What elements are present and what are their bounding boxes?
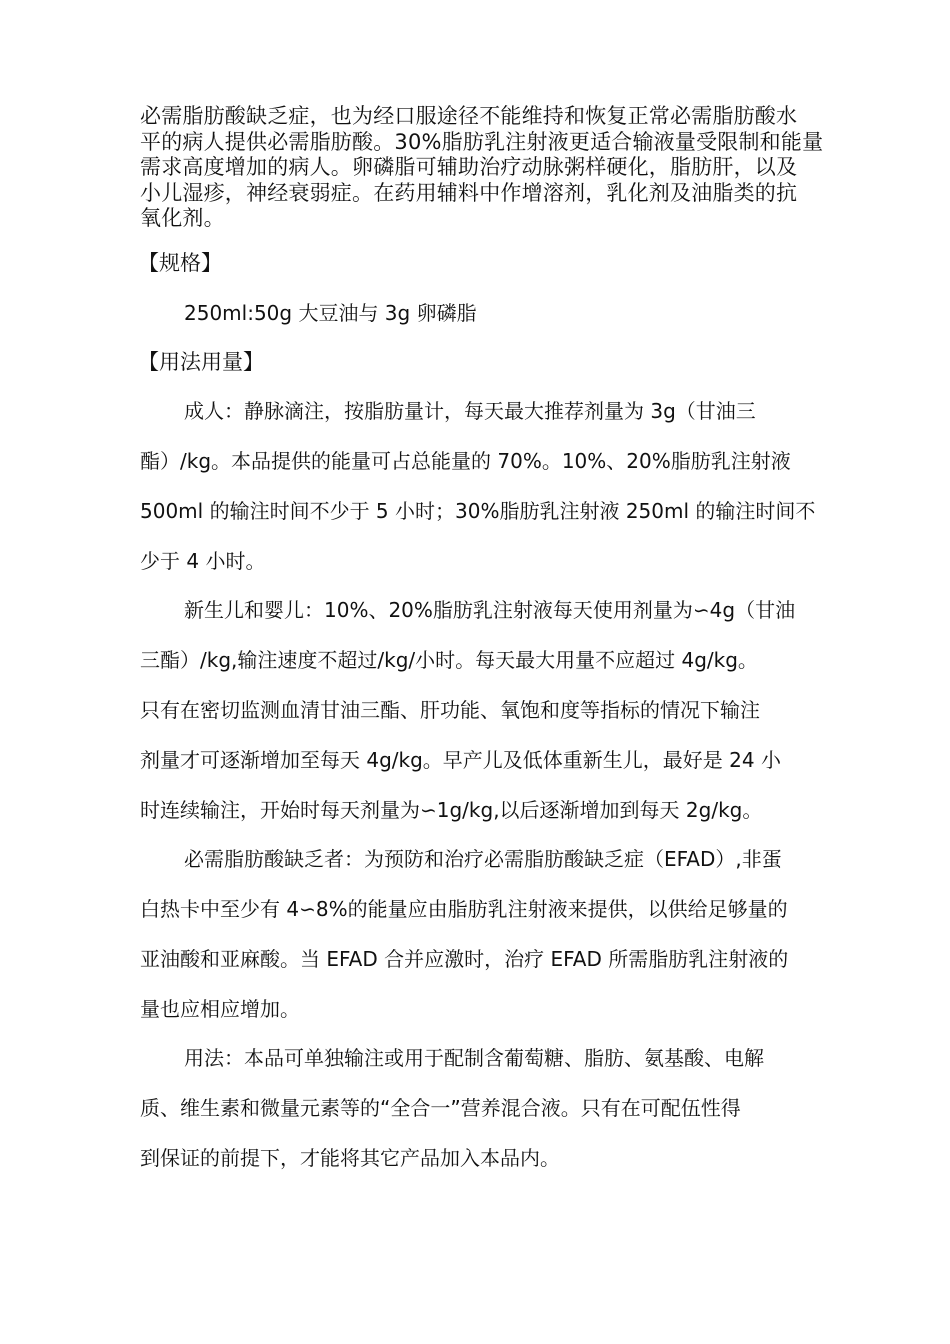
usage-heading: 【用法用量】 [138, 350, 264, 374]
efad-paragraph [140, 834, 830, 1034]
adult-dosage-paragraph [140, 386, 830, 586]
text-line: 亚油酸和亚麻酸。当 EFAD 合并应激时，治疗 EFAD 所需脂肪乳注射液的 [140, 947, 789, 971]
text-line: 必需脂肪酸缺乏症，也为经口服途径不能维持和恢复正常必需脂肪酸水 [140, 104, 798, 128]
text-line: 小儿湿疹，神经衰弱症。在药用辅料中作增溶剂，乳化剂及油脂类的抗 [140, 180, 798, 205]
text-line: 新生儿和婴儿：10%、20%脂肪乳注射液每天使用剂量为∽4g（甘油 [184, 598, 796, 622]
text-line: 剂量才可逐渐增加至每天 4g/kg。早产儿及低体重新生儿，最好是 24 小 [140, 748, 781, 772]
text-line: 需求高度增加的病人。卵磷脂可辅助治疗动脉粥样硬化，脂肪肝，以及 [140, 155, 798, 179]
text-line: 量也应相应增加。 [140, 997, 300, 1021]
usage-method-paragraph [140, 1033, 830, 1183]
infant-dosage-paragraph [140, 585, 830, 835]
text-line: 氧化剂。 [140, 206, 225, 230]
text-line: 少于 4 小时。 [140, 549, 266, 573]
text-line: 到保证的前提下，才能将其它产品加入本品内。 [140, 1146, 560, 1170]
text-line: 成人：静脉滴注，按脂肪量计，每天最大推荐剂量为 3g（甘油三 [184, 399, 756, 423]
text-line: 用法：本品可单独输注或用于配制含葡萄糖、脂肪、氨基酸、电解 [184, 1046, 764, 1070]
text-line: 500ml 的输注时间不少于 5 小时；30%脂肪乳注射液 250ml 的输注时间不 [140, 499, 816, 523]
text-line: 必需脂肪酸缺乏者：为预防和治疗必需脂肪酸缺乏症（EFAD）,非蛋 [184, 847, 782, 871]
text-line: 时连续输注，开始时每天剂量为∽1g/kg,以后逐渐增加到每天 2g/kg。 [140, 798, 763, 822]
text-line: 只有在密切监测血清甘油三酯、肝功能、氧饱和度等指标的情况下输注 [140, 698, 760, 722]
text-line: 平的病人提供必需脂肪酸。30%脂肪乳注射液更适合输液量受限制和能量 [140, 129, 824, 154]
spec-text: 250ml:50g 大豆油与 3g 卵磷脂 [184, 301, 477, 325]
text-line: 三酯）/kg,输注速度不超过/kg/小时。每天最大用量不应超过 4g/kg。 [140, 648, 758, 672]
text-line: 质、维生素和微量元素等的“全合一”营养混合液。只有在可配伍性得 [140, 1096, 741, 1120]
spec-heading: 【规格】 [138, 251, 222, 275]
text-line: 酯）/kg。本品提供的能量可占总能量的 70%。10%、20%脂肪乳注射液 [140, 449, 791, 473]
text-line: 白热卡中至少有 4∽8%的能量应由脂肪乳注射液来提供，以供给足够量的 [140, 897, 788, 921]
intro-paragraph [140, 104, 824, 232]
